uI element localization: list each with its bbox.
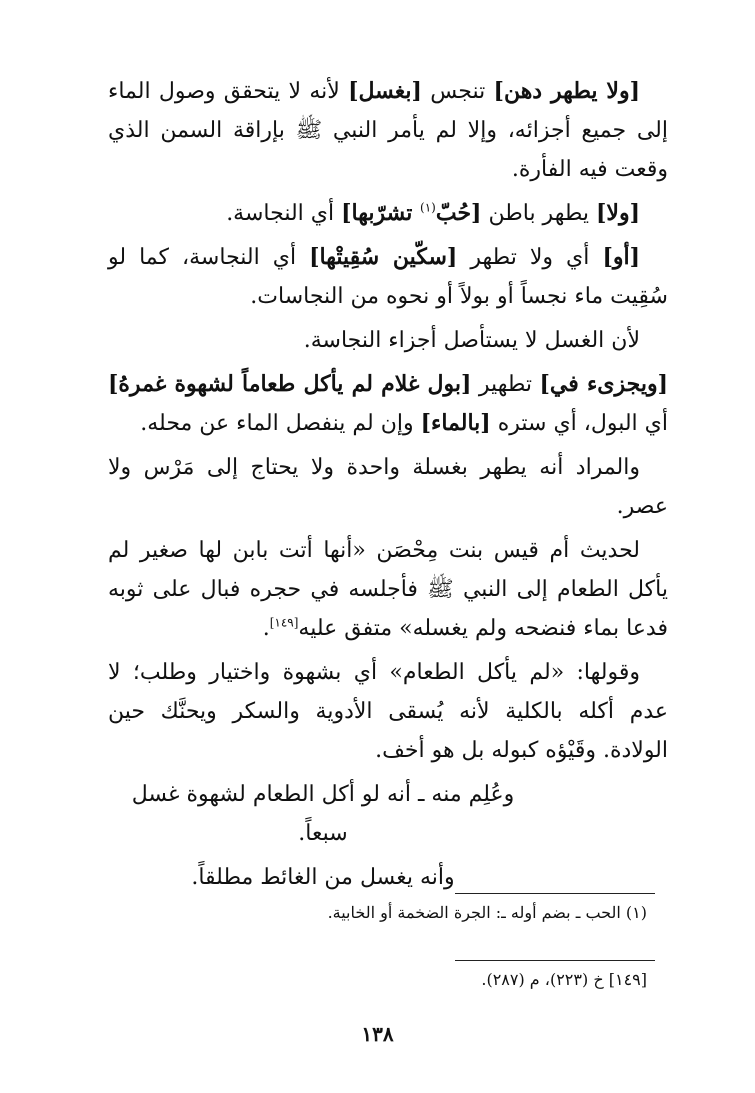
paragraph-2: [108, 194, 668, 233]
paragraph-3: [108, 238, 668, 316]
bold-text-segment: [ويجزىء في]: [539, 371, 669, 397]
text-segment: أي النجاسة، كما لو سُقِيت ماء نجساً أو بولاً أو نحوه من النجاسات.: [108, 245, 668, 309]
paragraph-6: [108, 448, 668, 526]
paragraph-4: [108, 321, 668, 360]
superscript-marker: (١): [420, 200, 436, 215]
paragraph-7: [108, 531, 668, 648]
text-segment: وعُلِم منه ـ أنه لو أكل الطعام لشهوة غسل سبعاً.: [131, 782, 515, 846]
text-segment: وإن لم ينفصل الماء عن محله.: [140, 411, 421, 436]
bold-text-segment: [ولا]: [596, 200, 640, 226]
text-segment: لحديث أم قيس بنت مِحْصَن «أنها أتت بابن لها صغير لم يأكل الطعام إلى النبي ﷺ فأجلسه في حجره فبال على ثوبه فدعا بماء فنضحه ولم يغسله» متفق عليه: [108, 538, 668, 641]
bold-text-segment: [بغسل]: [348, 78, 422, 104]
text-segment: .: [262, 616, 270, 641]
hadith-reference: [١٤٩] خ (٢٢٣)، م (٢٨٧).: [481, 970, 647, 989]
superscript-marker: [١٤٩]: [269, 615, 299, 630]
text-segment: يطهر باطن: [481, 201, 596, 226]
text-segment: أي البول، أي ستره: [490, 411, 668, 436]
paragraph-8: [108, 653, 668, 770]
bold-text-segment: [حُبّ: [435, 200, 482, 226]
bold-text-segment: [بالماء]: [420, 410, 491, 436]
text-segment: تطهير: [471, 372, 540, 397]
text-segment: أي ولا تطهر: [457, 245, 603, 270]
reference-divider: [455, 960, 655, 961]
text-segment: تنجس: [421, 79, 494, 104]
bold-text-segment: تشرّبها]: [341, 200, 421, 226]
paragraph-10: [108, 858, 538, 897]
paragraph-9: [108, 775, 538, 853]
bold-text-segment: [سكّين سُقِيتْها]: [309, 244, 458, 270]
bold-text-segment: [ولا يطهر دهن]: [493, 78, 641, 104]
bold-text-segment: [بول غلام لم يأكل طعاماً لشهوة غمرهُ]: [108, 371, 472, 397]
text-segment: لأنه لا يتحقق وصول الماء إلى جميع أجزائه، وإلا لم يأمر النبي ﷺ بإراقة السمن الذي وقعت فيه الفأرة.: [108, 79, 668, 182]
paragraph-1: [108, 72, 668, 189]
bold-text-segment: [أو]: [602, 244, 640, 270]
footnote-divider: [455, 893, 655, 894]
text-segment: وأنه يغسل من الغائط مطلقاً.: [191, 865, 455, 890]
text-segment: لأن الغسل لا يستأصل أجزاء النجاسة.: [303, 328, 640, 353]
page-body: [108, 72, 668, 902]
footnote: (١) الحب ـ بضم أوله ـ: الجرة الضخمة أو الخابية.: [327, 903, 647, 922]
paragraph-5: [108, 365, 668, 443]
page-number: ١٣٨: [361, 1022, 394, 1046]
text-segment: أي النجاسة.: [226, 201, 342, 226]
text-segment: والمراد أنه يطهر بغسلة واحدة ولا يحتاج إلى مَرْس ولا عصر.: [108, 455, 668, 519]
text-segment: وقولها: «لم يأكل الطعام» أي بشهوة واختيار وطلب؛ لا عدم أكله بالكلية لأنه يُسقى الأدوية والسكر ويحنَّك حين الولادة. وقَيْؤه كبوله بل هو أخف.: [108, 660, 668, 763]
